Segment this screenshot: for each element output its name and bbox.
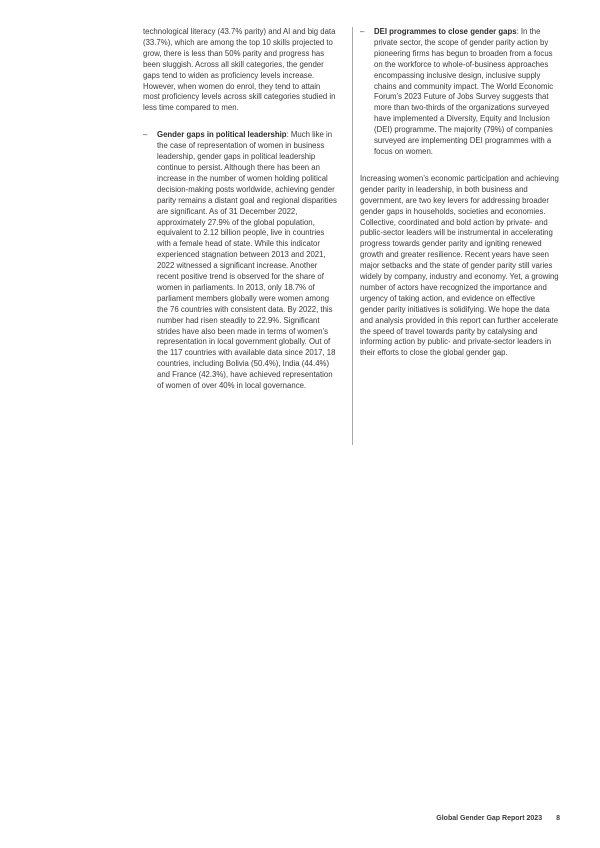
footer-report-title: Global Gender Gap Report 2023: [436, 815, 543, 822]
bullet-lead-dei-programmes: DEI programmes to close gender gaps: [374, 27, 517, 36]
footer-page-number: 8: [556, 815, 560, 822]
dash-bullet-icon: –: [143, 130, 148, 140]
bullet-item-political-leadership: [143, 130, 339, 392]
bullet-body-dei-programmes: : In the private sector, the scope of gender parity action by pioneering firms has begun to broaden from a focus on the workforce to whole-of-business approaches encompassing inclusive design, inclusive supply chains and community impact. The World Economic Forum’s 2023 Future of Jobs Survey suggests that more than two-thirds of the organizations surveyed have implemented a Diversity, Equity and Inclusion (DEI) programme. The majority (79%) of companies surveyed are implementing DEI programmes with a focus on women.: [374, 27, 554, 156]
bullet-text-political-leadership: [157, 130, 339, 392]
paragraph-closing: Increasing women’s economic participation and achieving gender parity in leadership, in both business and government, are two key levers for addressing broader gender gaps in households, societies and economies. Collective, coordinated and bold action by private- and public-sector leaders will be instrumental in accelerating progress towards gender parity and igniting renewed growth and greater resilience. Recent years have seen major setbacks and the state of gender parity still varies widely by company, industry and economy. Yet, a growing number of actors have recognized the importance and urgency of taking action, and evidence on effective gender parity initiatives is solidifying. We hope the data and analysis provided in this report can further accelerate the speed of travel towards parity by catalysing and informing action by public- and private-sector leaders in their efforts to close the global gender gap.: [360, 173, 559, 358]
page-footer: [436, 814, 560, 823]
bullet-item-dei-programmes: [360, 27, 560, 158]
two-column-layout: [143, 27, 560, 445]
dash-bullet-icon: –: [360, 27, 365, 36]
bullet-text-dei-programmes: [374, 27, 560, 158]
paragraph-skills-parity: technological literacy (43.7% parity) and AI and big data (33.7%), which are among the top 10 skills projected to grow, there is less than 50% parity and progress has been sluggish. Across all skill categories, the gender gaps tend to widen as proficiency levels increase. However, when women do enrol, they tend to attain most proficiency levels across skill categories studied in less time compared to men.: [143, 27, 336, 113]
bullet-lead-political-leadership: Gender gaps in political leadership: [157, 130, 287, 140]
bullet-body-political-leadership: : Much like in the case of representation of women in business leadership, gender gaps in political leadership continue to persist. Although there has been an increase in the number of women holding political decision-making posts worldwide, achieving gender parity remains a distant goal and regional disparities are significant. As of 31 December 2022, approximately 27.9% of the global population, equivalent to 2.12 billion people, live in countries with a female head of state. While this indicator experienced stagnation between 2013 and 2021, 2022 witnessed a significant increase. Another recent positive trend is observed for the share of women in parliaments. In 2013, only 18.7% of parliament members globally were women among the 76 countries with consistent data. By 2022, this number had risen steadily to 22.9%. Significant strides have also been made in terms of women’s representation in local government globally. Out of the 117 countries with available data since 2017, 18 countries, including Bolivia (50.4%), India (44.4%) and France (42.3%), have achieved representation of women of over 40% in local governance.: [157, 130, 337, 391]
column-divider: [352, 27, 353, 445]
right-column: [360, 27, 560, 359]
left-column: [143, 27, 339, 392]
